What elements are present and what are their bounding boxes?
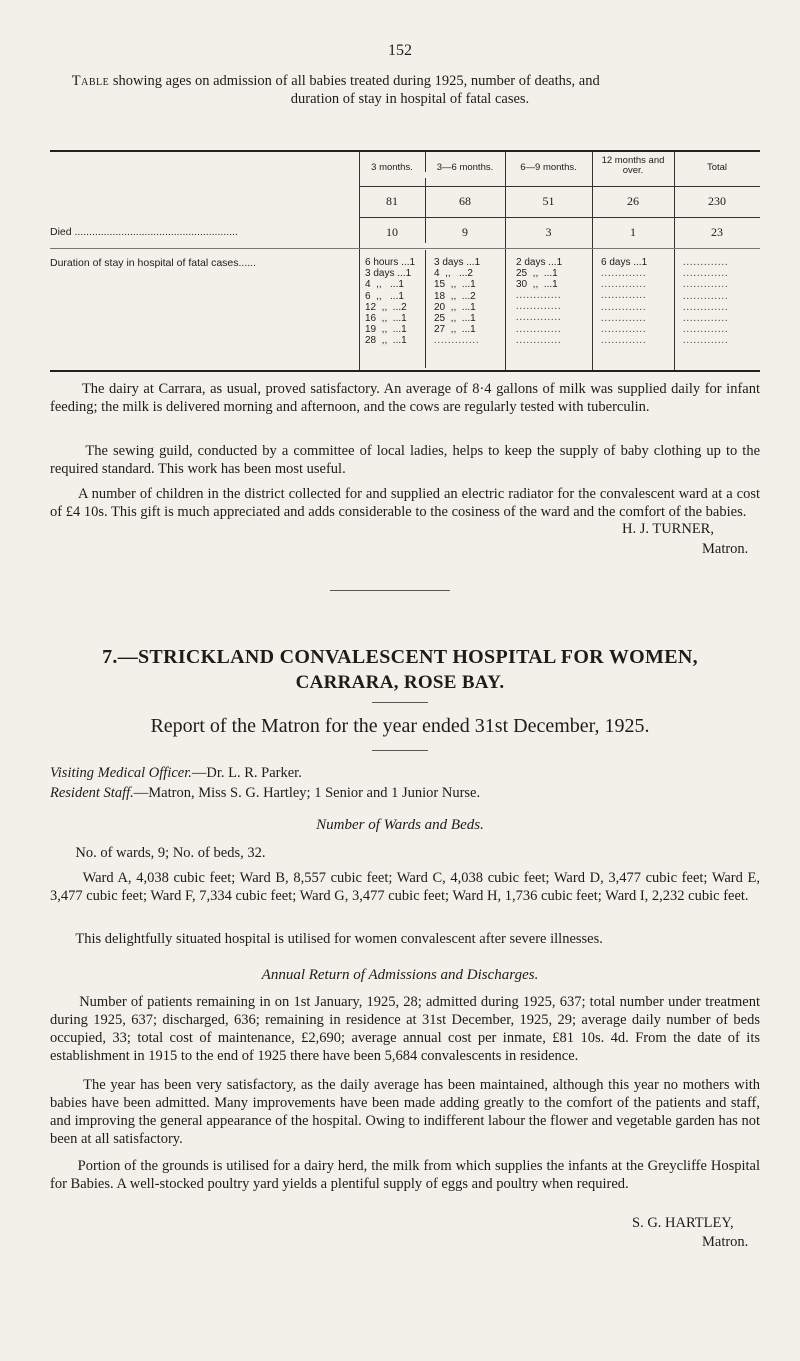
annual-return-text: Number of patients remaining in on 1st January, 1925, 28; admitted during 1925, 637; total number under treatment during 1925, 637; discharged, 636; remaining in residence at 31st December, 1925, 29; average daily number of beds occupied, 33; total cost of maintenance, £2,690; average annual cost per inmate, £81 10s. 4d. From the date of its establishment in 1915 to the end of 1925 there have been 5,684 convalescents in residence. xyxy=(50,994,760,1064)
stay-row-label: Duration of stay in hospital of fatal cases...... xyxy=(50,257,257,269)
died-total: 23 xyxy=(711,225,723,239)
wards-detail xyxy=(50,869,760,905)
died-12-months: 1 xyxy=(630,225,636,239)
visiting-text: —Dr. L. R. Parker. xyxy=(191,765,302,781)
title-underline xyxy=(372,750,428,751)
col-divider xyxy=(359,152,360,370)
died-3-6-months: 9 xyxy=(462,225,468,239)
grounds-paragraph xyxy=(50,1157,760,1193)
page-number: 152 xyxy=(388,42,412,59)
dot-leader: ............. ............. ............. ............. ............. ............. ............. ............. xyxy=(683,257,729,347)
stay-3-months: 6 hours ...1 3 days ...1 4 ,, ...1 6 ,, ...1 12 ,, ...2 16 ,, ...1 19 ,, ...1 28 ,, ...1 xyxy=(365,257,416,347)
annual-return-paragraph xyxy=(50,993,760,1065)
table-caption xyxy=(50,72,770,108)
sewing-text: The sewing guild, conducted by a committee of local ladies, helps to keep the supply of baby clothing up to the required standard. This work has been most useful. xyxy=(50,443,761,477)
col-divider xyxy=(674,152,675,370)
wards-use xyxy=(50,930,760,948)
heading-underline xyxy=(372,702,428,703)
resident-label: Resident Staff. xyxy=(50,785,134,801)
wards-count-text: No. of wards, 9; No. of beds, 32. xyxy=(75,845,266,861)
annual-return-heading: Annual Return of Admissions and Discharges. xyxy=(261,967,539,983)
visiting-label: Visiting Medical Officer. xyxy=(50,765,192,781)
wards-heading: Number of Wards and Beds. xyxy=(316,817,484,833)
col-divider xyxy=(592,152,593,370)
visiting-officer-line xyxy=(50,764,760,782)
header-3-6-months: 3—6 months. xyxy=(436,162,494,173)
admissions-3-6-months: 68 xyxy=(459,194,471,208)
dot-leader: ............. ............. ............. ............. ............. xyxy=(516,290,562,346)
resident-staff-line xyxy=(50,784,760,802)
sewing-paragraph xyxy=(50,442,760,478)
admissions-3-months: 81 xyxy=(386,194,398,208)
header-6-9-months: 6—9 months. xyxy=(520,162,577,173)
grounds-text: Portion of the grounds is utilised for a dairy herd, the milk from which supplies the infants at the Greycliffe Hospital for Babies. A well-stocked poultry yard yields a plentiful supply of eggs and poultry when required. xyxy=(50,1158,761,1192)
ages-table xyxy=(50,150,760,372)
stay-12-months: 6 days ...1 xyxy=(601,257,648,268)
header-rule xyxy=(359,186,760,187)
section-heading-line2: CARRARA, ROSE BAY. xyxy=(295,672,505,693)
caption-rest: showing ages on admission of all babies treated during 1925, number of deaths, and xyxy=(109,73,600,89)
signature-turner-title: Matron. xyxy=(702,541,749,557)
section-divider xyxy=(330,590,450,591)
row-rule xyxy=(50,248,760,249)
died-3-months: 10 xyxy=(386,225,398,239)
caption-lead: Table xyxy=(71,73,110,89)
resident-text: —Matron, Miss S. G. Hartley; 1 Senior and 1 Junior Nurse. xyxy=(133,785,481,801)
header-3-months: 3 months. xyxy=(371,162,413,173)
admissions-6-9-months: 51 xyxy=(542,194,555,208)
signature-turner-name: H. J. TURNER, xyxy=(622,521,714,537)
signature-hartley-name: S. G. HARTLEY, xyxy=(632,1215,734,1231)
dairy-paragraph xyxy=(50,380,760,416)
signature-hartley-title: Matron. xyxy=(702,1234,749,1250)
col-divider xyxy=(505,152,506,370)
dot-leader: ............. xyxy=(434,335,480,346)
header-12-months: 12 months and over. xyxy=(601,155,665,176)
year-paragraph xyxy=(50,1076,760,1148)
stay-3-6-months: 3 days ...1 4 ,, ...2 15 ,, ...1 18 ,, ...2 20 ,, ...1 25 ,, ...1 27 ,, ...1 xyxy=(434,257,481,336)
died-row-label: Died ........................................................ xyxy=(50,226,238,238)
wards-use-text: This delightfully situated hospital is utilised for women convalescent after severe illnesses. xyxy=(75,931,603,947)
admissions-12-months: 26 xyxy=(627,194,639,208)
died-6-9-months: 3 xyxy=(545,225,552,239)
row-rule xyxy=(359,217,760,218)
wards-count xyxy=(50,844,760,862)
header-total: Total xyxy=(706,162,728,173)
section-heading-line1: 7.—STRICKLAND CONVALESCENT HOSPITAL FOR WOMEN, xyxy=(102,646,698,668)
radiator-paragraph xyxy=(50,485,760,521)
stay-6-9-months: 2 days ...1 25 ,, ...1 30 ,, ...1 xyxy=(516,257,563,291)
radiator-text: A number of children in the district collected for and supplied an electric radiator for the convalescent ward at a cost of £4 10s. This gift is much appreciated and adds considerable to the cosiness of the ward and the comfort of the babies. xyxy=(50,486,761,520)
report-title: Report of the Matron for the year ended 31st December, 1925. xyxy=(150,715,650,737)
caption-line2: duration of stay in hospital of fatal cases. xyxy=(290,91,530,107)
dairy-text: The dairy at Carrara, as usual, proved satisfactory. An average of 8·4 gallons of milk was supplied daily for infant feeding; the milk is delivered morning and afternoon, and the cows are regularly tested with tuberculin. xyxy=(50,381,761,415)
dot-leader: ............. ............. ............. ............. ............. ............. ............. xyxy=(601,268,647,347)
col-divider xyxy=(425,250,426,368)
admissions-total: 230 xyxy=(708,194,726,208)
year-text: The year has been very satisfactory, as the daily average has been maintained, although this year no mothers with babies have been admitted. Many improvements have been made adding greatly to the comfort of the patients and staff, and improving the general appearance of the hospital. Owing to indifferent labour the flower and vegetable garden has not been at all satisfactory. xyxy=(50,1077,761,1147)
wards-detail-text: Ward A, 4,038 cubic feet; Ward B, 8,557 cubic feet; Ward C, 4,038 cubic feet; Ward D, 3,477 cubic feet; Ward E, 3,477 cubic feet; Ward F, 7,334 cubic feet; Ward G, 3,477 cubic feet; Ward H, 1,736 cubic feet; Ward I, 2,232 cubic feet. xyxy=(50,870,760,904)
